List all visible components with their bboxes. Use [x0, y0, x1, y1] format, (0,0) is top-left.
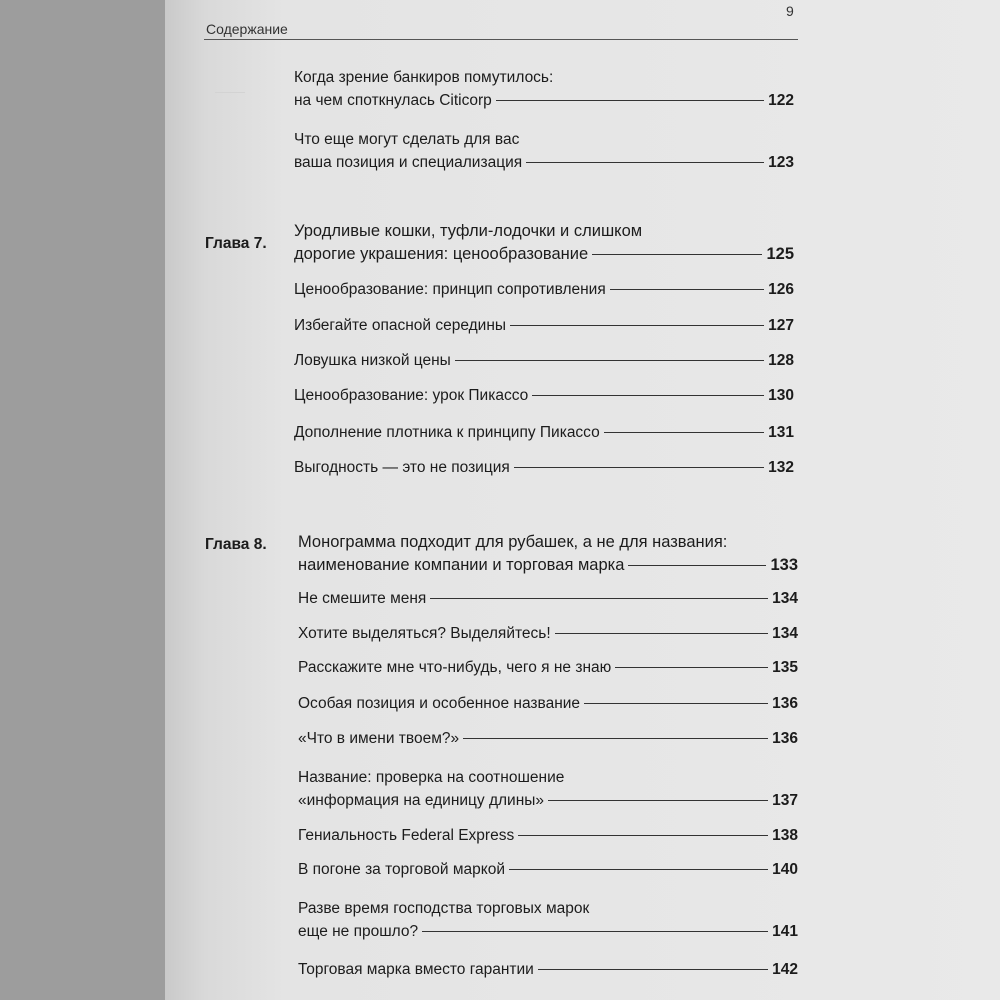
entry-page: 132	[768, 459, 794, 476]
entry-title-line: Монограмма подходит для рубашек, а не для названия:	[298, 533, 728, 551]
entry-title: Особая позиция и особенное название	[298, 695, 581, 712]
entry-title-line: «информация на единицу длины»	[298, 792, 545, 809]
entry-title-line: на чем споткнулась Citicorp	[294, 92, 492, 109]
dot-leader	[430, 598, 768, 599]
entry-page: 131	[768, 424, 794, 441]
toc-entry[interactable]	[298, 858, 798, 881]
toc-entry[interactable]	[294, 278, 794, 301]
entry-page: 142	[772, 961, 798, 978]
running-title: Содержание	[206, 21, 288, 37]
entry-title-line: наименование компании и торговая марка	[298, 556, 625, 574]
toc-entry[interactable]	[298, 824, 798, 847]
entry-title: Ловушка низкой цены	[294, 352, 451, 369]
toc-entry[interactable]	[298, 766, 798, 812]
entry-page: 136	[772, 730, 798, 747]
entry-title-line: Разве время господства торговых марок	[298, 900, 590, 917]
entry-title-line: Когда зрение банкиров помутилось:	[294, 69, 554, 86]
toc-entry[interactable]	[298, 727, 798, 750]
entry-title: Не смешите меня	[298, 590, 427, 607]
entry-title-line: Что еще могут сделать для вас	[294, 131, 520, 148]
entry-title: Гениальность Federal Express	[298, 827, 515, 844]
dot-leader	[615, 667, 768, 668]
page-number: 9	[786, 3, 794, 19]
entry-title: Расскажите мне что-нибудь, чего я не знаю	[298, 659, 612, 676]
entry-page: 134	[772, 590, 798, 607]
dot-leader	[538, 969, 768, 970]
dot-leader	[604, 432, 764, 433]
entry-title: Торговая марка вместо гарантии	[298, 961, 534, 978]
entry-title: В погоне за торговой маркой	[298, 861, 505, 878]
entry-page: 134	[772, 625, 798, 642]
chapter-label: Глава 7.	[205, 235, 267, 252]
toc-entry[interactable]	[298, 587, 798, 610]
entry-page: 140	[772, 861, 798, 878]
entry-page: 127	[768, 317, 794, 334]
entry-title: Избегайте опасной середины	[294, 317, 507, 334]
entry-title-line: Уродливые кошки, туфли-лодочки и слишком	[294, 222, 643, 240]
toc-entry[interactable]	[298, 897, 798, 943]
entry-page: 130	[768, 387, 794, 404]
toc-chapter-heading[interactable]	[298, 531, 798, 577]
dot-leader	[610, 289, 764, 290]
dot-leader	[510, 325, 764, 326]
dot-leader	[496, 100, 764, 101]
dot-leader	[455, 360, 764, 361]
entry-title: Ценообразование: урок Пикассо	[294, 387, 529, 404]
toc-entry[interactable]	[294, 421, 794, 444]
entry-page: 133	[770, 556, 798, 574]
toc-entry[interactable]	[294, 66, 794, 112]
dot-leader	[592, 254, 762, 255]
toc-entry[interactable]	[294, 314, 794, 337]
toc-entry[interactable]	[294, 384, 794, 407]
dot-leader	[526, 162, 764, 163]
dot-leader	[628, 565, 766, 566]
entry-title-line: еще не прошло?	[298, 923, 419, 940]
toc-entry[interactable]	[298, 958, 798, 981]
entry-page: 136	[772, 695, 798, 712]
dot-leader	[548, 800, 768, 801]
toc-entry[interactable]	[298, 622, 798, 645]
entry-page: 122	[768, 92, 794, 109]
dot-leader	[422, 931, 768, 932]
toc-chapter-heading[interactable]	[294, 220, 794, 266]
entry-page: 125	[766, 245, 794, 263]
entry-page: 137	[772, 792, 798, 809]
dot-leader	[584, 703, 768, 704]
entry-title: Ценообразование: принцип сопротивления	[294, 281, 606, 298]
toc-entry[interactable]	[298, 692, 798, 715]
entry-page: 126	[768, 281, 794, 298]
dot-leader	[555, 633, 768, 634]
toc-entry[interactable]	[298, 656, 798, 679]
dot-leader	[509, 869, 768, 870]
chapter-label: Глава 8.	[205, 536, 267, 553]
entry-page: 128	[768, 352, 794, 369]
entry-page: 138	[772, 827, 798, 844]
header-rule	[204, 39, 798, 40]
entry-title-line: Название: проверка на соотношение	[298, 769, 565, 786]
dot-leader	[518, 835, 768, 836]
entry-page: 123	[768, 154, 794, 171]
entry-title: Хотите выделяться? Выделяйтесь!	[298, 625, 551, 642]
entry-title: «Что в имени твоем?»	[298, 730, 460, 747]
toc-entry[interactable]	[294, 349, 794, 372]
dot-leader	[532, 395, 764, 396]
entry-title-line: дорогие украшения: ценообразование	[294, 245, 589, 263]
dot-leader	[514, 467, 764, 468]
toc-entry[interactable]	[294, 128, 794, 174]
toc-entry[interactable]	[294, 456, 794, 479]
entry-title: Выгодность — это не позиция	[294, 459, 510, 476]
entry-title: Дополнение плотника к принципу Пикассо	[294, 424, 600, 441]
dot-leader	[463, 738, 768, 739]
show-through-texture	[215, 80, 245, 93]
entry-page: 141	[772, 923, 798, 940]
entry-page: 135	[772, 659, 798, 676]
entry-title-line: ваша позиция и специализация	[294, 154, 523, 171]
